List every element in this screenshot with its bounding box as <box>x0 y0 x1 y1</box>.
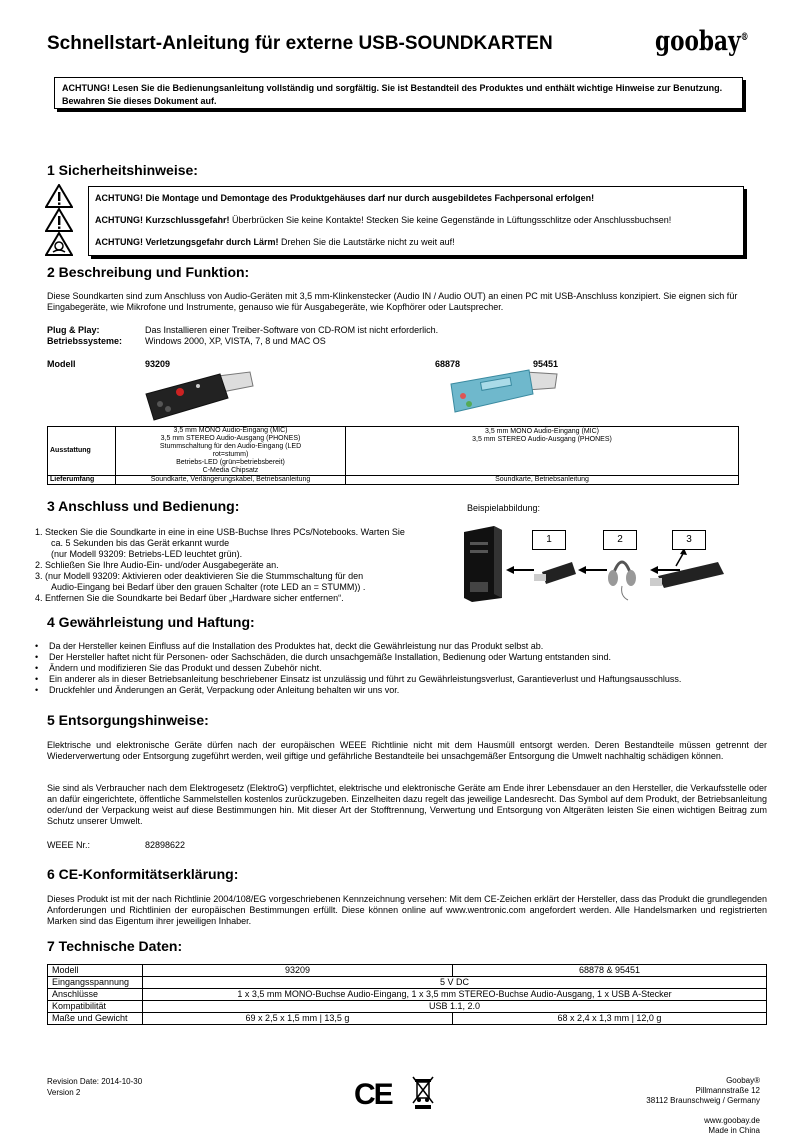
ausstattung-68878: 3,5 mm MONO Audio-Eingang (MIC) 3,5 mm STEREO Audio-Ausgang (PHONES) <box>346 427 739 476</box>
list-item: • Druckfehler und Änderungen an Gerät, Verpackung oder Anleitung behalten wir uns vor. <box>35 685 775 696</box>
step-3-badge: 3 <box>672 530 706 550</box>
table-row: Anschlüsse 1 x 3,5 mm MONO-Buchse Audio-Eingang, 1 x 3,5 mm STEREO-Buchse Audio-Ausgang, 1 x USB A-Stecker <box>48 989 767 1001</box>
liefer-93209: Soundkarte, Verlängerungskabel, Betriebsanleitung <box>116 476 346 485</box>
section-2-heading: 2 Beschreibung und Funktion: <box>47 264 250 280</box>
warning-triangle-icon <box>45 208 73 232</box>
table-row: Modell 93209 68878 & 95451 <box>48 965 767 977</box>
goobay-logo <box>655 26 749 57</box>
product-93209-image <box>140 364 260 424</box>
company-address: Goobay® Pillmannstraße 12 38112 Braunschweig / Germany www.goobay.de Made in China <box>646 1076 760 1135</box>
row-lieferumfang <box>48 476 739 485</box>
tech-data-table <box>47 964 767 1025</box>
revision-info <box>47 1076 142 1098</box>
section-5-heading: 5 Entsorgungshinweise: <box>47 712 209 728</box>
notice-box: ACHTUNG! Lesen Sie die Bedienungsanleitung vollständig und sorgfältig. Sie ist Bestandteil des Produktes und enthält wichtige Hinweise zur Benutzung. Bewahren Sie dieses Dokument auf. <box>54 77 743 109</box>
connection-steps: 1. Stecken Sie die Soundkarte in eine in eine USB-Buchse Ihres PCs/Notebooks. Warten Sie ca. 5 Sekunden bis das Gerät erkannt wurde (nur Modell 93209: Betriebs-LED leuchtet grün). 2. Schließen Sie Ihre Audio-Ein- und/oder Ausgabegeräte an. 3. (nur Modell 93209: Aktivieren oder deaktivieren Sie die Stummschaltung für den Audio-Eingang bei Bedarf über den grauen Schalter (rote LED an = STUMM)) . 4. Entfernen Sie die Soundkarte bei Bedarf über „Hardware sicher entfernen“. <box>35 527 405 603</box>
list-item: • Der Hersteller haftet nicht für Personen- oder Sachschäden, die durch unsachgemäße Installation, Bedienung oder Wartung entstanden sind. <box>35 652 775 663</box>
logo-registered-mark: ® <box>740 32 749 43</box>
model-label: Modell <box>47 359 76 369</box>
os-label: Betriebssysteme: <box>47 336 123 346</box>
warning-1: ACHTUNG! Die Montage und Demontage des Produktgehäuses darf nur durch ausgebildetes Fachpersonal erfolgen! <box>95 193 595 203</box>
ausstattung-93209: 3,5 mm MONO Audio-Eingang (MIC) 3,5 mm STEREO Audio-Ausgang (PHONES) Stummschaltung für den Audio-Eingang (LED rot=stumm) Betriebs-LED (grün=betriebsbereit) C-Media Chipsatz <box>116 427 346 476</box>
ausstattung-label: Ausstattung <box>48 427 116 476</box>
warning-2: ACHTUNG! Kurzschlussgefahr! Überbrücken Sie keine Kontakte! Stecken Sie keine Gegenstände in Lüftungsschlitze oder Anschlussbuchsen! <box>95 215 672 225</box>
disposal-paragraph-1: Elektrische und elektronische Geräte dürfen nach der europäischen WEEE Richtlinie nicht mit dem Hausmüll entsorgt werden. Deren Bestandteile müssen getrennt der Wiederverwertung oder Entsorgung zugeführt werden, weil giftige und gefährliche Bestandteile bei unsachgemäßer Entsorgung die Umwelt nachhaltig schädigen können. <box>47 740 767 761</box>
ce-paragraph: Dieses Produkt ist mit der nach Richtlinie 2004/108/EG vorgeschriebenen Kennzeichnung versehen: Mit dem CE-Zeichen erklärt der Hersteller, dass das Produkt die grundlegenden Anforderungen und Richtlinien der europäischen Bestimmungen erfüllt. Diese können online auf www.wentronic.com angefordert werden. Alle Handelsmarken und registrierten Marken sind das Eigentum ihrer jeweiligen Inhaber. <box>47 894 767 926</box>
weee-bin-icon <box>412 1074 434 1110</box>
section-4-heading: 4 Gewährleistung und Haftung: <box>47 614 255 630</box>
section-2-intro: Diese Soundkarten sind zum Anschluss von Audio-Geräten mit 3,5 mm-Klinkenstecker (Audio IN / Audio OUT) an einen PC mit USB-Anschluss konzipiert. Sie eignen sich für Eingabegeräte, wie Mikrofone und Instrumente, genauso wie für Ausgabegeräte, wie Kopfhörer oder Lautsprecher. <box>47 291 738 312</box>
step-1-badge: 1 <box>532 530 566 550</box>
noise-hazard-icon <box>45 232 73 256</box>
product-68878-image <box>445 364 565 424</box>
step-2-badge: 2 <box>603 530 637 550</box>
warranty-list <box>35 641 775 696</box>
row-ausstattung <box>48 427 739 476</box>
revision-date: Revision Date: 2014-10-30 <box>47 1077 143 1086</box>
product-spec-table <box>47 426 739 485</box>
os-value: Windows 2000, XP, VISTA, 7, 8 und MAC OS <box>145 336 326 346</box>
logo-text: goobay <box>655 26 741 57</box>
warning-triangle-icon <box>45 184 73 208</box>
table-row: Eingangsspannung 5 V DC <box>48 977 767 989</box>
pnp-label: Plug & Play: <box>47 325 100 335</box>
model-93209: 93209 <box>145 359 171 369</box>
table-row: Kompatibilität USB 1.1, 2.0 <box>48 1001 767 1013</box>
liefer-label: Lieferumfang <box>48 476 116 485</box>
liefer-68878: Soundkarte, Betriebsanleitung <box>346 476 739 485</box>
weee-label: WEEE Nr.: <box>47 840 91 850</box>
section-1-heading: 1 Sicherheitshinweise: <box>47 162 198 178</box>
section-3-heading: 3 Anschluss und Bedienung: <box>47 498 240 514</box>
table-row: Maße und Gewicht 69 x 2,5 x 1,5 mm | 13,5 g 68 x 2,4 x 1,3 mm | 12,0 g <box>48 1013 767 1025</box>
list-item: • Da der Hersteller keinen Einfluss auf die Installation des Produktes hat, deckt die Gewährleistung nur das Produkt selbst ab. <box>35 641 775 652</box>
weee-number: 82898622 <box>145 840 186 850</box>
section-7-heading: 7 Technische Daten: <box>47 938 183 954</box>
website-link: www.goobay.de <box>704 1116 760 1125</box>
list-item: • Ändern und modifizieren Sie das Produkt und dessen Zubehör nicht. <box>35 663 775 674</box>
page-title: Schnellstart-Anleitung für externe USB-SOUNDKARTEN <box>47 33 553 54</box>
model-95451: 95451 <box>533 359 559 369</box>
model-68878: 68878 <box>435 359 461 369</box>
version: Version 2 <box>47 1088 81 1097</box>
safety-box <box>88 186 744 256</box>
ce-mark: CE <box>354 1078 392 1111</box>
section-6-heading: 6 CE-Konformitätserklärung: <box>47 866 239 882</box>
example-label: Beispielabbildung: <box>467 503 541 513</box>
warning-3: ACHTUNG! Verletzungsgefahr durch Lärm! Drehen Sie die Lautstärke nicht zu weit auf! <box>95 237 455 247</box>
pnp-value: Das Installieren einer Treiber-Software von CD-ROM ist nicht erforderlich. <box>145 325 439 335</box>
disposal-paragraph-2: Sie sind als Verbraucher nach dem Elektrogesetz (ElektroG) verpflichtet, elektrische und elektronische Geräte am Ende ihrer Lebensdauer an den Hersteller, die Verkaufsstelle oder an dafür eingerichtete, öffentliche Sammelstellen kostenlos zurückzugeben. Einzelheiten dazu regelt das jeweilige Landesrecht. Das Symbol auf dem Produkt, der Betriebsanleitung oder/und der Verpackung weist auf diese Bestimmungen hin. Mit dieser Art der Stofftrennung, Verwertung und Entsorgung von Altgeräten leisten Sie einen wichtigen Beitrag zum Schutz unserer Umwelt. <box>47 783 767 826</box>
list-item: • Ein anderer als in dieser Betriebsanleitung beschriebener Einsatz ist unzulässig und führt zu Gewährleistungsverlust, Garantieverlust und Haftungsausschluss. <box>35 674 775 685</box>
